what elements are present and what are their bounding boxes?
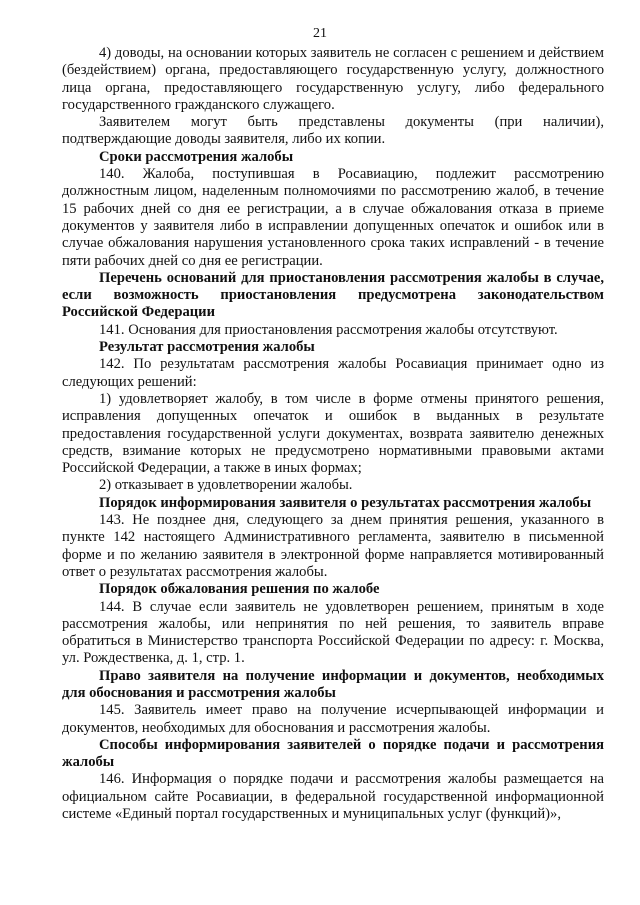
paragraph-142-item-2: 2) отказывает в удовлетворении жалобы. <box>99 477 353 494</box>
heading-appeal-procedure: Порядок обжалования решения по жалобе <box>99 581 380 598</box>
heading-informing-methods: Способы информирования заявителей о порядке подачи и рассмотрения жалобы <box>62 736 604 771</box>
heading-suspension-grounds: Перечень оснований для приостановления рассмотрения жалобы в случае, если возможность приостановления предусмотрена законодательством Российской Федерации <box>62 269 604 321</box>
paragraph-145: 145. Заявитель имеет право на получение исчерпывающей информации и документов, необходимых для обоснования и рассмотрения жалобы. <box>62 702 604 736</box>
paragraph-146: 146. Информация о порядке подачи и рассмотрения жалобы размещается на официальном сайте Росавиации, в федеральной государственной информационной системе «Единый портал государственных и муниципальных услуг (функций)», <box>62 771 604 823</box>
paragraph-item-4-arguments: 4) доводы, на основании которых заявитель не согласен с решением и действием (бездействием) органа, предоставляющего государственную услугу, должностного лица органа, предоставляющего государственную услугу, либо федерального государственного гражданского служащего. <box>62 45 604 113</box>
paragraph-142: 142. По результатам рассмотрения жалобы Росавиация принимает одно из следующих решений: <box>62 356 604 390</box>
paragraph-supporting-documents: Заявителем могут быть представлены документы (при наличии), подтверждающие доводы заявителя, либо их копии. <box>62 114 604 148</box>
paragraph-143: 143. Не позднее дня, следующего за днем принятия решения, указанного в пункте 142 настоящего Административного регламента, заявителю в письменной форме и по желанию заявителя в электронной форме направляется мотивированный ответ о результатах рассмотрения жалобы. <box>62 512 604 580</box>
paragraph-144: 144. В случае если заявитель не удовлетворен решением, принятым в ходе рассмотрения жалобы, или непринятия по ней решения, то заявитель вправе обратиться в Министерство транспорта Российской Федерации по адресу: г. Москва, ул. Рождественка, д. 1, стр. 1. <box>62 598 604 667</box>
page-number: 21 <box>313 26 327 41</box>
document-body <box>62 45 604 823</box>
paragraph-142-item-1: 1) удовлетворяет жалобу, в том числе в форме отмены принятого решения, исправления допущенных опечаток и ошибок в выданных в результате предоставления государственной услуги документах, возврата заявителю денежных средств, взимание которых не предусмотрено нормативными правовыми актами Российской Федерации, а также в иных формах; <box>62 390 604 477</box>
heading-right-to-information: Право заявителя на получение информации и документов, необходимых для обоснования и рассмотрения жалобы <box>62 667 604 701</box>
paragraph-141: 141. Основания для приостановления рассмотрения жалобы отсутствуют. <box>99 321 558 338</box>
heading-review-result: Результат рассмотрения жалобы <box>99 339 315 356</box>
paragraph-140: 140. Жалоба, поступившая в Росавиацию, подлежит рассмотрению должностным лицом, наделенным полномочиями по рассмотрению жалоб, в течение 15 рабочих дней со дня ее регистрации, а в случае обжалования отказа в приеме документов у заявителя либо в исправлении допущенных опечаток и ошибок или в случае обжалования нарушения установленного срока таких исправлений - в течение пяти рабочих дней со дня ее регистрации. <box>62 166 604 269</box>
heading-review-deadlines: Сроки рассмотрения жалобы <box>99 148 294 165</box>
heading-informing-applicant: Порядок информирования заявителя о результатах рассмотрения жалобы <box>99 494 592 511</box>
